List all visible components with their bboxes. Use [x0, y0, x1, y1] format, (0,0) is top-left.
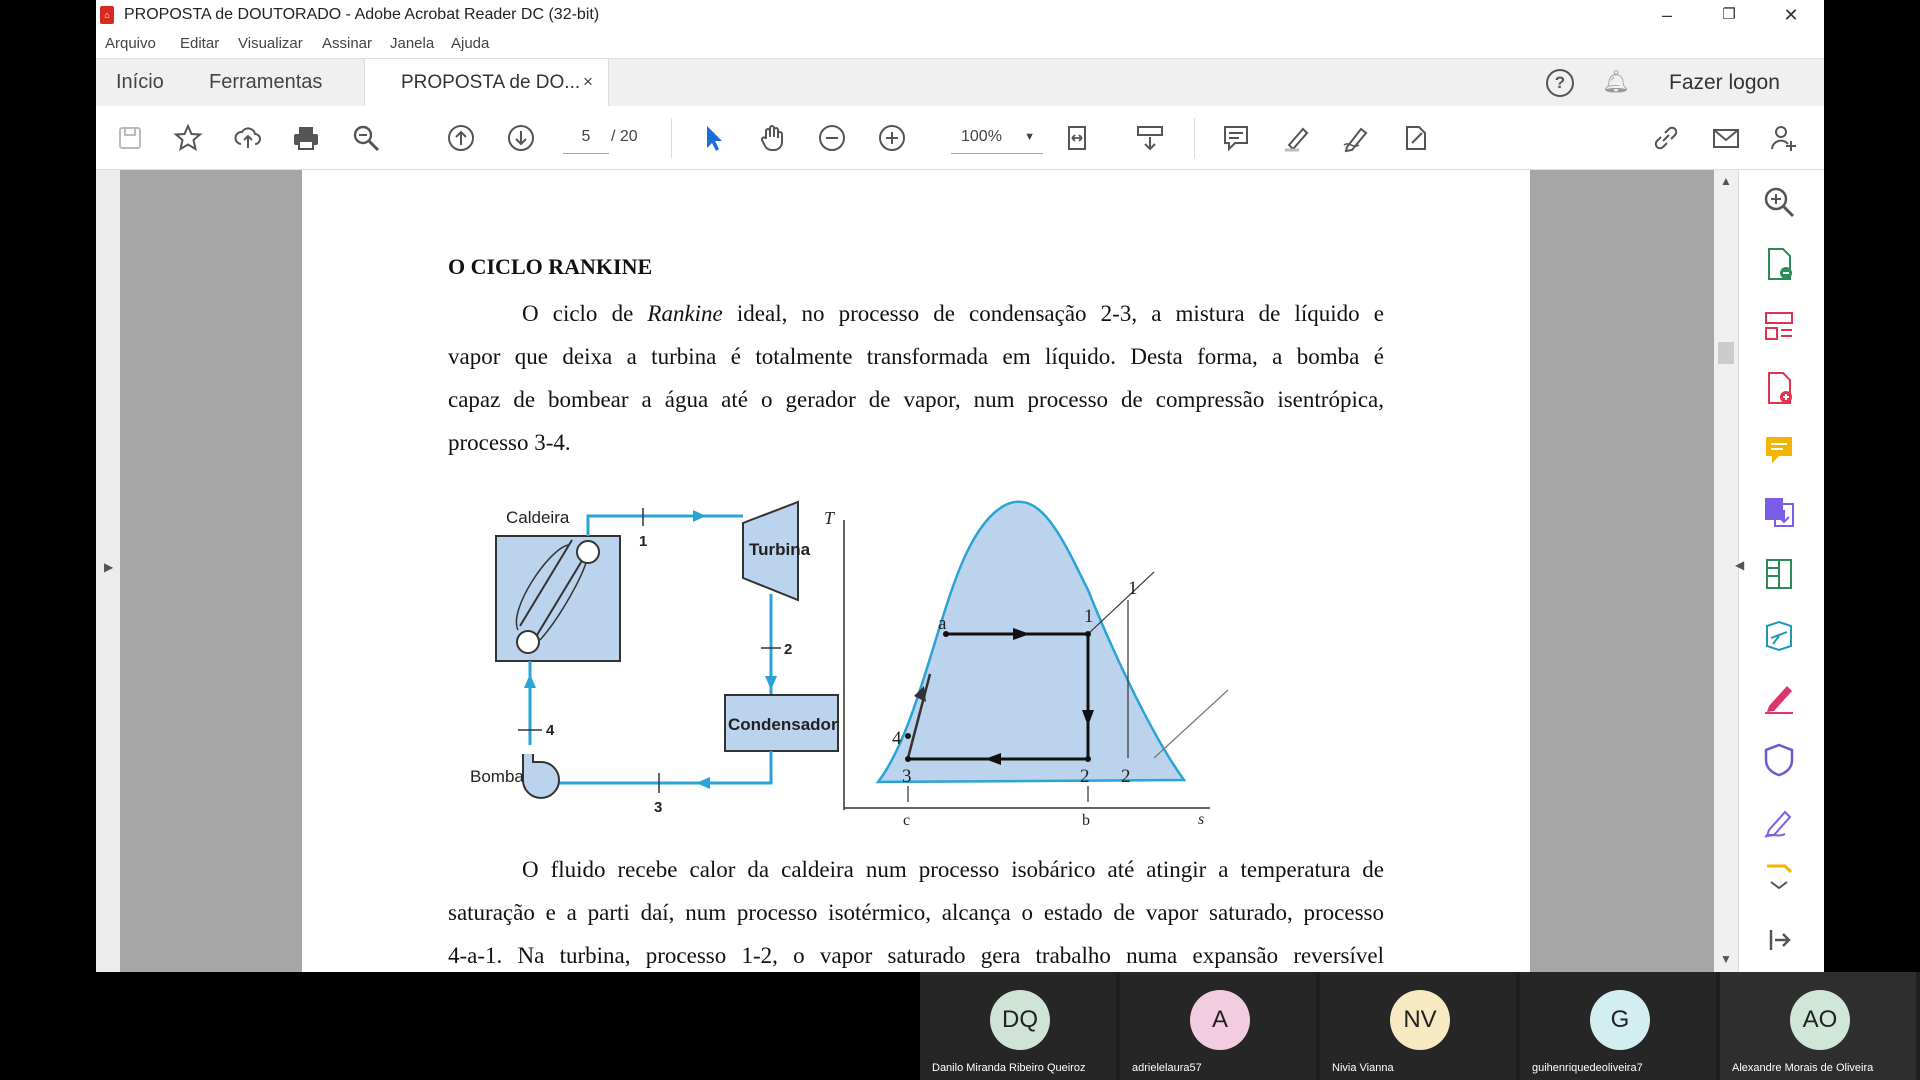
- toolbar-separator: [1194, 118, 1195, 158]
- restore-button[interactable]: ❐: [1722, 6, 1736, 23]
- acrobat-window: [96, 0, 1824, 972]
- highlight-pen-icon[interactable]: [1278, 120, 1314, 156]
- participant-tile[interactable]: [1520, 972, 1716, 1080]
- participant-tile[interactable]: [1320, 972, 1516, 1080]
- left-panel-toggle[interactable]: [96, 170, 120, 972]
- scroll-up-icon[interactable]: ▲: [1720, 174, 1732, 188]
- save-icon[interactable]: [112, 120, 148, 156]
- chevron-down-icon: ▼: [1024, 131, 1035, 143]
- paragraph-line: processo 3-4.: [448, 430, 571, 455]
- zoom-select[interactable]: [951, 120, 1043, 154]
- paragraph-line: vapor que deixa a turbina é totalmente transformada em líquido. Desta forma, a bomba é: [448, 344, 1384, 369]
- tab-bar: [96, 58, 1824, 106]
- send-for-signature-icon[interactable]: [1761, 618, 1801, 658]
- state-label-1: 1: [639, 533, 648, 550]
- edit-pdf-icon[interactable]: [1761, 556, 1801, 596]
- zoom-tool-icon[interactable]: [1761, 184, 1801, 224]
- export-pdf-icon[interactable]: [1761, 246, 1801, 286]
- point-label-2-prime: 2: [1121, 766, 1131, 787]
- help-icon[interactable]: ?: [1546, 69, 1574, 97]
- scroll-mode-icon[interactable]: [1132, 120, 1168, 156]
- point-label-2: 2: [1080, 766, 1090, 787]
- menu-ajuda[interactable]: Ajuda: [451, 35, 490, 52]
- label-condensador: Condensador: [728, 715, 838, 734]
- create-pdf-icon[interactable]: [1761, 370, 1801, 410]
- login-button[interactable]: Fazer logon: [1669, 71, 1780, 94]
- menu-janela[interactable]: Janela: [390, 35, 435, 52]
- star-icon[interactable]: [170, 120, 206, 156]
- toolbar: [96, 106, 1824, 170]
- menu-editar[interactable]: Editar: [180, 35, 220, 52]
- paragraph-line: 4-a-1. Na turbina, processo 1-2, o vapor saturado gera trabalho numa expansão reversível: [448, 943, 1384, 968]
- paragraph-line: capaz de bombear a água até o gerador de vapor, num processo de compressão isentrópica,: [448, 387, 1384, 412]
- participant-name: Nivia Vianna: [1332, 1062, 1394, 1074]
- tab-home[interactable]: Início: [116, 71, 164, 93]
- avatar: NV: [1390, 990, 1450, 1050]
- menu-assinar[interactable]: Assinar: [322, 35, 373, 52]
- tab-tools[interactable]: Ferramentas: [209, 71, 323, 93]
- ts-diagram: [844, 502, 1228, 810]
- zoom-value: 100%: [961, 128, 1002, 145]
- participant-name: adrielelaura57: [1132, 1062, 1202, 1074]
- fit-page-icon[interactable]: [1060, 120, 1096, 156]
- chevron-right-icon: ▶: [104, 560, 114, 574]
- title-bar: [96, 0, 1824, 30]
- draw-pen-icon[interactable]: [1338, 120, 1374, 156]
- scroll-thumb[interactable]: [1718, 342, 1734, 364]
- meeting-participants-strip: [920, 972, 1920, 1080]
- acrobat-icon: ⌂: [100, 6, 114, 24]
- paragraph-line: O ciclo de Rankine ideal, no processo de condensação 2-3, a mistura de líquido e: [522, 301, 1384, 326]
- collapse-pane-icon[interactable]: ◀: [1735, 558, 1745, 572]
- share-link-icon[interactable]: [1648, 120, 1684, 156]
- menu-bar: [96, 30, 1824, 58]
- label-bomba: Bomba: [470, 767, 524, 786]
- close-button[interactable]: ✕: [1783, 5, 1799, 25]
- state-label-4: 4: [546, 722, 555, 739]
- label-turbina: Turbina: [749, 540, 811, 559]
- point-label-1-prime: 1: [1128, 578, 1138, 599]
- participant-name: Danilo Miranda Ribeiro Queiroz: [932, 1062, 1086, 1074]
- rankine-cycle-figure: [448, 490, 1388, 830]
- pdf-page: [302, 170, 1530, 972]
- participant-tile[interactable]: [1720, 972, 1916, 1080]
- axis-label-s: s: [1198, 811, 1205, 828]
- zoom-out-icon[interactable]: [814, 120, 850, 156]
- expand-pane-icon[interactable]: [1761, 922, 1801, 962]
- label-caldeira: Caldeira: [506, 508, 570, 527]
- previous-page-icon[interactable]: [443, 120, 479, 156]
- avatar: A: [1190, 990, 1250, 1050]
- toolbar-separator: [671, 118, 672, 158]
- document-viewport: [120, 170, 1714, 972]
- tab-document-label: PROPOSTA de DO...: [401, 72, 581, 93]
- paragraph-line: saturação e a parti daí, num processo isotérmico, alcança o estado de vapor saturado, processo: [448, 900, 1384, 925]
- email-icon[interactable]: [1708, 120, 1744, 156]
- bell-icon[interactable]: 🔔︎: [1602, 69, 1630, 94]
- point-label-a: a: [938, 613, 947, 634]
- add-user-icon[interactable]: [1766, 120, 1802, 156]
- edit-document-icon[interactable]: [1398, 120, 1434, 156]
- menu-visualizar[interactable]: Visualizar: [238, 35, 303, 52]
- point-label-3: 3: [902, 766, 912, 787]
- participant-tile[interactable]: [1120, 972, 1316, 1080]
- minimize-button[interactable]: –: [1661, 5, 1672, 25]
- protect-shield-icon[interactable]: [1761, 742, 1801, 782]
- avatar: G: [1590, 990, 1650, 1050]
- hand-tool-icon[interactable]: [754, 120, 790, 156]
- page-total: / 20: [611, 128, 638, 145]
- search-zoom-icon[interactable]: [348, 120, 384, 156]
- zoom-in-icon[interactable]: [874, 120, 910, 156]
- window-title: PROPOSTA de DOUTORADO - Adobe Acrobat Reader DC (32-bit): [124, 6, 600, 23]
- avatar: DQ: [990, 990, 1050, 1050]
- combine-files-icon[interactable]: [1761, 494, 1801, 534]
- more-tools-icon[interactable]: [1761, 860, 1801, 890]
- select-cursor-icon[interactable]: [695, 120, 731, 156]
- close-tab-icon[interactable]: ×: [583, 72, 593, 91]
- upload-cloud-icon[interactable]: [230, 120, 266, 156]
- point-label-4: 4: [892, 728, 902, 749]
- avatar: AO: [1790, 990, 1850, 1050]
- point-label-b: b: [1082, 812, 1090, 829]
- organize-pages-icon[interactable]: [1761, 308, 1801, 348]
- tab-document[interactable]: [364, 59, 609, 107]
- fill-sign-icon[interactable]: [1761, 680, 1801, 720]
- paragraph-line: O fluido recebe calor da caldeira num processo isobárico até atingir a temperatura de: [522, 857, 1384, 882]
- participant-tile[interactable]: [920, 972, 1116, 1080]
- section-heading: O CICLO RANKINE: [448, 254, 653, 279]
- point-label-1: 1: [1084, 606, 1094, 627]
- next-page-icon[interactable]: [503, 120, 539, 156]
- participant-name: Alexandre Morais de Oliveira: [1732, 1062, 1874, 1074]
- pump-shape: [523, 754, 559, 798]
- print-icon[interactable]: [288, 120, 324, 156]
- state-label-2: 2: [784, 641, 793, 658]
- tools-pane: [1735, 170, 1824, 972]
- axis-label-T: T: [824, 508, 835, 528]
- state-label-3: 3: [654, 799, 663, 816]
- menu-arquivo[interactable]: Arquivo: [105, 35, 156, 52]
- sign-pen-icon[interactable]: [1761, 804, 1801, 844]
- point-label-c: c: [903, 812, 911, 829]
- participant-name: guihenriquedeoliveira7: [1532, 1062, 1643, 1074]
- scroll-down-icon[interactable]: ▼: [1720, 952, 1732, 966]
- comment-tool-icon[interactable]: [1761, 432, 1801, 472]
- comment-icon[interactable]: [1218, 120, 1254, 156]
- page-number-input[interactable]: 5: [563, 120, 609, 154]
